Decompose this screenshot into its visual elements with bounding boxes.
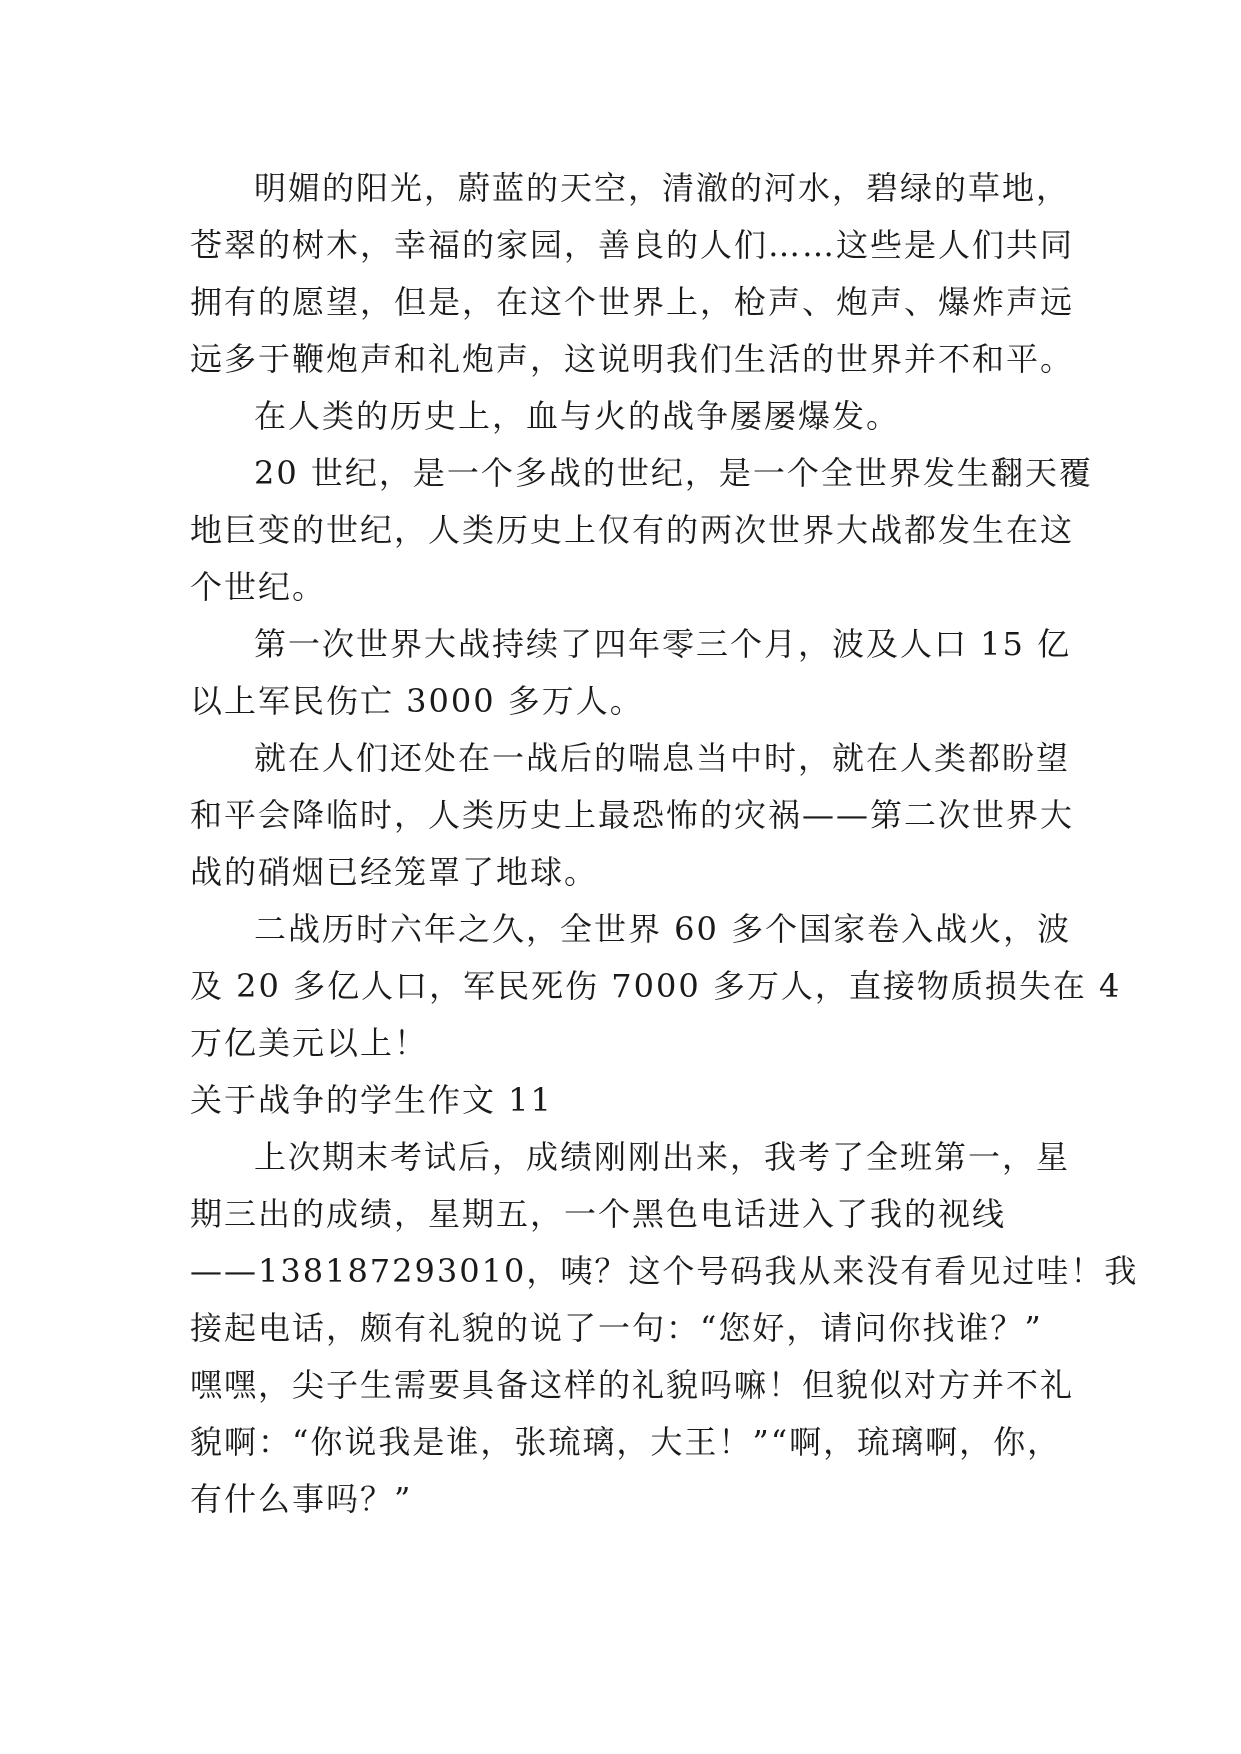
paragraph-20th-century (190, 445, 1093, 616)
text-line: 万亿美元以上！ (190, 1024, 429, 1062)
paragraph-ww2-toll (190, 901, 1122, 1072)
paragraph-war-history (190, 388, 1070, 445)
text-line: 20 世纪，是一个多战的世纪，是一个全世界发生翻天覆 (254, 454, 1093, 492)
paragraph-ww2-start (190, 730, 1075, 901)
text-line: 个世纪。 (190, 568, 327, 606)
text-line: 就在人们还处在一战后的喘息当中时，就在人类都盼望 (254, 739, 1071, 777)
paragraph-peace-wish (190, 160, 1075, 388)
text-line: 二战历时六年之久，全世界 60 多个国家卷入战火，波 (254, 910, 1072, 948)
text-line: 貌啊：“你说我是谁，张琉璃，大王！”“啊，琉璃啊，你， (190, 1423, 1062, 1461)
paragraph-story (190, 1129, 1139, 1528)
text-line: ——138187293010，咦？这个号码我从来没有看见过哇！我 (190, 1252, 1139, 1290)
text-line: 明媚的阳光，蔚蓝的天空，清澈的河水，碧绿的草地， (254, 169, 1071, 207)
text-line: 苍翠的树木，幸福的家园，善良的人们……这些是人们共同 (190, 226, 1075, 264)
text-line: 地巨变的世纪，人类历史上仅有的两次世界大战都发生在这 (190, 511, 1075, 549)
text-line: 战的硝烟已经笼罩了地球。 (190, 853, 599, 891)
text-line: 拥有的愿望，但是，在这个世界上，枪声、炮声、爆炸声远 (190, 283, 1075, 321)
text-line: 在人类的历史上，血与火的战争屡屡爆发。 (254, 397, 901, 435)
text-line: 和平会降临时，人类历史上最恐怖的灾祸——第二次世界大 (190, 796, 1075, 834)
text-line: 上次期末考试后，成绩刚刚出来，我考了全班第一，星 (254, 1138, 1071, 1176)
text-line: 有什么事吗？” (190, 1480, 413, 1518)
text-line: 嘿嘿，尖子生需要具备这样的礼貌吗嘛！但貌似对方并不礼 (190, 1366, 1075, 1404)
text-line: 及 20 多亿人口，军民死伤 7000 多万人，直接物质损失在 4 (190, 967, 1122, 1005)
paragraph-ww1 (190, 616, 1070, 730)
section-heading: 关于战争的学生作文 11 (190, 1081, 553, 1119)
text-line: 以上军民伤亡 3000 多万人。 (190, 682, 644, 720)
text-line: 远多于鞭炮声和礼炮声，这说明我们生活的世界并不和平。 (190, 340, 1075, 378)
document-body (190, 160, 1139, 1528)
text-line: 期三出的成绩，星期五，一个黑色电话进入了我的视线 (190, 1195, 1007, 1233)
text-line: 第一次世界大战持续了四年零三个月，波及人口 15 亿 (254, 625, 1072, 663)
text-line: 接起电话，颇有礼貌的说了一句：“您好，请问你找谁？” (190, 1309, 1043, 1347)
